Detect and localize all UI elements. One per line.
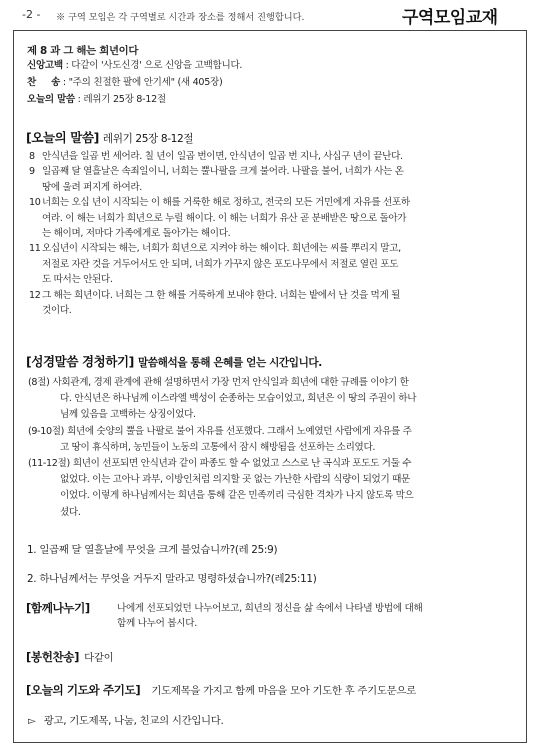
verse-reference: (11-12절) (28, 458, 70, 469)
verse-line: 안식년을 일곱 번 세어라. 칠 년이 일곱 번이면, 안식년이 일곱 번 지나, 사십구 년이 끝난다. (42, 151, 403, 162)
listening-heading-label: [성경말씀 경청하기] (26, 354, 134, 369)
closing-bullet-icon: ▻ (28, 715, 36, 727)
verse-number: 10 (29, 197, 41, 209)
verse-line: 는 해이며, 저마다 가족에게로 돌아가는 해이다. (42, 228, 231, 239)
sharing-heading: [함께나누기] (26, 601, 90, 615)
verse-line: 것이다. (42, 305, 72, 316)
closing-text: 광고, 기도제목, 나눔, 친교의 시간입니다. (43, 715, 224, 727)
question-1: 1. 일곱째 달 열흘날에 무엇을 크게 불었습니까?(레 25:9) (27, 544, 278, 556)
verse-line: 그 해는 희년이다. 너희는 그 한 해를 거룩하게 보내야 한다. 너희는 밭에서 난 것을 먹게 될 (42, 289, 401, 301)
verse-line: 오십년이 시작되는 해는, 너희가 희년으로 지켜야 하는 해이다. 희년에는 씨를 뿌리지 말고, (42, 243, 401, 255)
creed-text: : 다같이 '사도신경' 으로 신앙을 고백합니다. (65, 60, 243, 71)
scripture-heading (26, 128, 193, 146)
commentary-line: 셨다. (60, 506, 81, 518)
hymn-label: 찬 송 (27, 77, 61, 88)
question-2: 2. 하나님께서는 무엇을 거두지 말라고 명령하셨습니까?(레25:11) (27, 573, 317, 585)
closing-row (28, 712, 224, 727)
creed-row (27, 60, 242, 72)
word-row (27, 94, 166, 106)
offering-row (26, 646, 113, 665)
verse-number: 12 (29, 289, 41, 301)
verse-line: 땅에 울려 퍼지게 하여라. (42, 181, 142, 193)
verse-number: 9 (29, 166, 35, 178)
hymn-row (27, 77, 222, 89)
word-label: 오늘의 말씀 (27, 94, 75, 105)
commentary-line: 사회관계, 경제 관계에 관해 설명하면서 가장 먼저 안식일과 희년에 대한 규례를 이야기 한 (52, 377, 409, 388)
listening-subtitle: 말씀해석을 통해 은혜를 얻는 시간입니다. (137, 357, 322, 369)
commentary-line: 희년에 숫양의 뿔을 나팔로 불어 자유를 선포했다. 그래서 노예였던 사람에게 자유를 주 (67, 425, 412, 437)
verse-number: 11 (29, 243, 41, 255)
verse-line: 일곱째 달 열흘날은 속죄일이니, 너희는 뿔나팔을 크게 불어라. 나팔을 불어, 너희가 사는 온 (42, 166, 404, 178)
prayer-row (26, 679, 416, 698)
verse-line: 저절로 자란 것을 거두어서도 안 되며, 너희가 가꾸지 않은 포도나무에서 저절로 열린 포도 (42, 258, 399, 270)
commentary-line: 다. 안식년은 하나님께 이스라엘 백성이 순종하는 모습이었고, 희년은 이 땅의 주권이 하나 (60, 393, 417, 405)
prayer-heading: [오늘의 기도와 주기도] (26, 683, 141, 697)
listening-heading (26, 352, 322, 370)
page-header (0, 0, 540, 30)
creed-label: 신앙고백 (27, 60, 63, 71)
scripture-reference: 레위기 25장 8-12절 (102, 133, 194, 145)
commentary-line: 님께 있음을 고백하는 상징이었다. (60, 409, 196, 421)
commentary-line: 이었다. 이렇게 하나님께서는 희년을 통해 같은 민족끼리 극심한 격차가 나지 않도록 막으 (60, 490, 414, 502)
hymn-text: : "주의 친절한 팔에 안기세" (새 405장) (62, 77, 223, 88)
verse-line: 도 따서는 안된다. (42, 274, 113, 286)
sharing-line-1: 나에게 선포되었던 나누어보고, 희년의 정신을 삶 속에서 나타낼 방법에 대해 (117, 603, 423, 614)
commentary-line: 고 땅이 휴식하며, 농민들이 노동의 고통에서 잠시 해방됨을 선포하는 소리였다. (60, 441, 376, 453)
lesson-title: 제 8 과 그 해는 희년이다 (27, 45, 139, 57)
page-number: -2 - (22, 8, 41, 21)
verse-line: 여라. 이 해는 너희가 희년으로 누릴 해이다. 이 해는 너희가 유산 곧 분배받은 땅으로 돌아가 (42, 212, 407, 224)
commentary-line: 없었다. 이는 고아나 과부, 이방인처럼 의지할 곳 없는 가난한 사람의 식량이 되었기 때문 (60, 474, 410, 486)
document-title: 구역모임교재 (402, 8, 498, 28)
word-text: : 레위기 25장 8-12절 (77, 94, 166, 105)
offering-heading: [봉헌찬송] (26, 650, 79, 664)
header-notice: ※ 구역 모임은 각 구역별로 시간과 장소를 정해서 진행합니다. (56, 12, 305, 23)
verse-number: 8 (29, 151, 35, 162)
sharing-line-2: 함께 나누어 봅시다. (117, 618, 197, 629)
verse-reference: (8절) (28, 377, 50, 388)
scripture-heading-label: [오늘의 말씀] (26, 130, 99, 145)
commentary-line: 희년이 선포되면 안식년과 같이 파종도 할 수 없었고 스스로 난 곡식과 포도도 거둘 수 (72, 458, 412, 469)
offering-text: 다같이 (84, 652, 114, 664)
verse-line: 너희는 오십 년이 시작되는 이 해를 거룩한 해로 정하고, 전국의 모든 거민에게 자유를 선포하 (42, 197, 410, 209)
prayer-text: 기도제목을 가지고 함께 마음을 모아 기도한 후 주기도문으로 (151, 685, 416, 697)
verse-reference: (9-10절) (28, 425, 65, 437)
